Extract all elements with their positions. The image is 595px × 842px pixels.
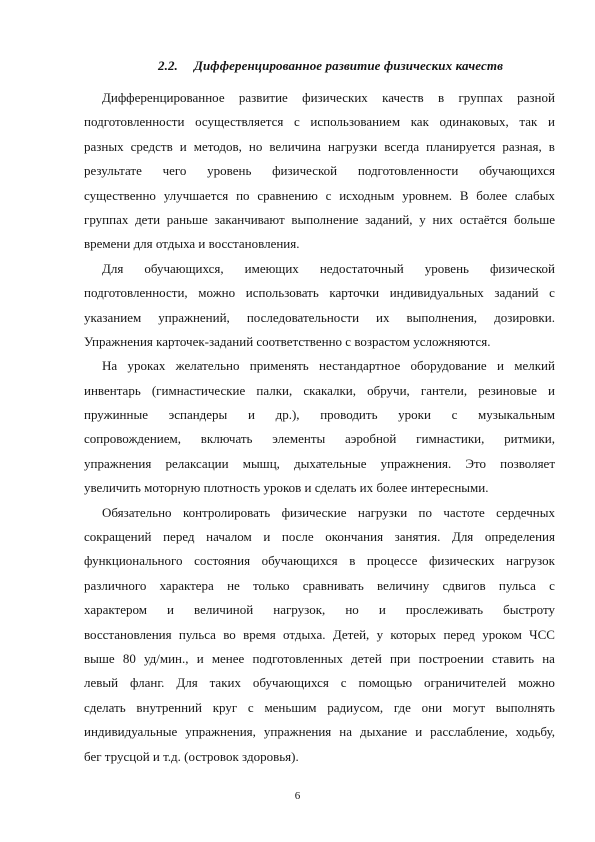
body-text — [84, 86, 555, 769]
paragraph-1 — [84, 86, 555, 257]
text-line: Упражнения карточек-заданий соответственно с возрастом усложняются. — [84, 333, 491, 349]
text-line: сопровождением, включать элементы аэробной гимнастики, ритмики, — [84, 431, 555, 447]
text-line: индивидуальные упражнения, упражнения на дыхание и расслабление, ходьбу, — [84, 724, 555, 740]
section-title: Дифференцированное развитие физических качеств — [194, 58, 503, 73]
text-line: результате чего уровень физической подготовленности обучающихся — [84, 163, 555, 179]
text-line: На уроках желательно применять нестандартное оборудование и мелкий — [102, 358, 555, 374]
text-line: функционального состояния обучающихся в процессе физических нагрузок — [84, 553, 555, 569]
text-line: Дифференцированное развитие физических качеств в группах разной — [102, 90, 555, 105]
text-line: времени для отдыха и восстановления. — [84, 236, 300, 252]
text-line: инвентарь (гимнастические палки, скакалки, обручи, гантели, резиновые и — [84, 382, 555, 398]
text-line: разных средств и методов, но величина нагрузки всегда планируется разная, в — [84, 138, 555, 154]
text-line: сделать внутренний круг с меньшим радиусом, где они могут выполнять — [84, 699, 555, 715]
text-line: указанием упражнений, последовательности их выполнения, дозировки. — [84, 309, 555, 325]
page-number: 6 — [294, 790, 301, 802]
text-line: подготовленности осуществляется с использованием как одинаковых, так и — [84, 114, 555, 130]
text-line: Обязательно контролировать физические нагрузки по частоте сердечных — [102, 504, 555, 520]
text-line: существенно улучшается по сравнению с исходным уровнем. В более слабых — [84, 187, 555, 203]
text-line: бег трусцой и т.д. (островок здоровья). — [84, 748, 299, 764]
text-line: упражнения релаксации мышц, дыхательные упражнения. Это позволяет — [84, 455, 555, 471]
text-line: различного характера не только сравнивать величину сдвигов пульса с — [84, 577, 555, 593]
text-line: сокращений перед началом и после окончания занятия. Для определения — [84, 529, 555, 545]
paragraph-3 — [84, 354, 555, 500]
text-line: увеличить моторную плотность уроков и сделать их более интересными. — [84, 480, 489, 496]
paragraph-4 — [84, 501, 555, 769]
section-number: 2.2. — [158, 58, 178, 73]
text-line: характером и величиной нагрузок, но и прослеживать быстроту — [84, 602, 555, 618]
text-line: группах дети раньше заканчивают выполнение заданий, у них остаётся больше — [84, 211, 555, 227]
text-line: подготовленности, можно использовать карточки индивидуальных заданий с — [84, 285, 555, 301]
paragraph-2 — [84, 257, 555, 355]
text-line: восстановления пульса во время отдыха. Детей, у которых перед уроком ЧСС — [84, 626, 555, 642]
text-line: Для обучающихся, имеющих недостаточный уровень физической — [102, 260, 555, 276]
text-line: выше 80 уд/мин., и менее подготовленных детей при построении ставить на — [84, 650, 555, 666]
text-line: пружинные эспандеры и др.), проводить уроки с музыкальным — [84, 407, 555, 423]
section-heading — [158, 58, 503, 74]
text-line: левый фланг. Для таких обучающихся с помощью ограничителей можно — [84, 675, 555, 691]
